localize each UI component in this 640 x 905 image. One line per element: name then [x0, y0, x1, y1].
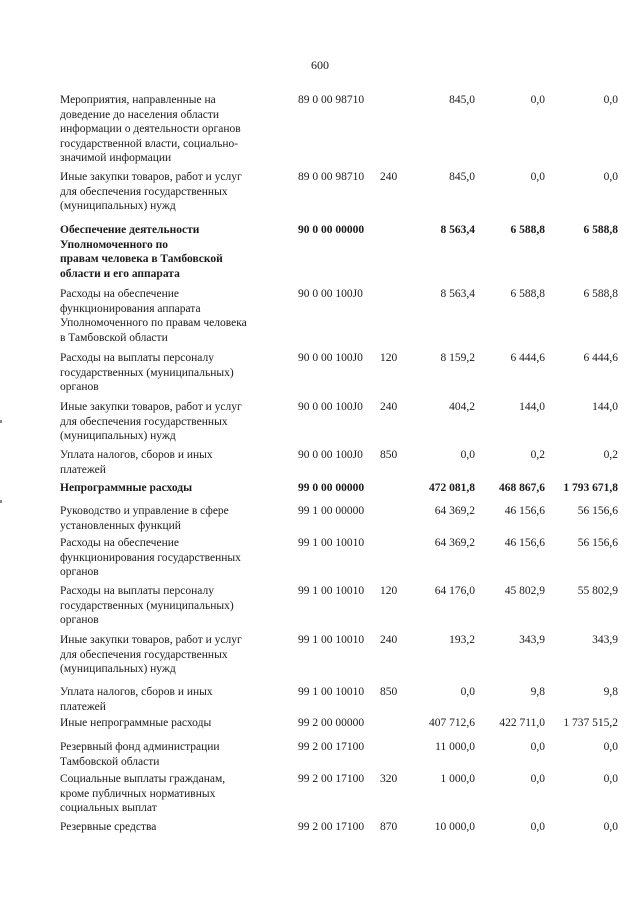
expense-name: Резервный фонд администрации Тамбовской области [60, 741, 220, 768]
amount-year-3: 9,8 [603, 686, 618, 698]
expense-name: Уплата налогов, сборов и иных платежей [60, 449, 213, 476]
amount-year-2: 0,0 [530, 741, 545, 753]
expense-type-code: 240 [380, 171, 398, 183]
amount-year-1: 0,0 [460, 449, 475, 461]
amount-year-2: 9,8 [530, 686, 545, 698]
expense-name: Непрограммные расходы [60, 482, 193, 494]
target-code: 90 0 00 100J0 [298, 449, 363, 461]
amount-year-3: 1 793 671,8 [563, 482, 618, 494]
amount-year-2: 45 802,9 [504, 585, 545, 597]
amount-year-3: 0,0 [603, 773, 618, 785]
expense-name: Руководство и управление в сфере установленных функций [60, 505, 229, 532]
amount-year-2: 6 444,6 [510, 352, 545, 364]
expense-name: Мероприятия, направленные на доведение до населения области информации о деятельности органов государственной власти, социально- значимой информации [60, 94, 241, 165]
expense-type-code: 870 [380, 821, 398, 833]
scan-mark [0, 500, 2, 503]
expense-name: Обеспечение деятельности Уполномоченного по правам человека в Тамбовской области и его аппарата [60, 224, 223, 280]
target-code: 99 1 00 10010 [298, 585, 365, 597]
amount-year-1: 845,0 [449, 94, 475, 106]
amount-year-2: 0,0 [530, 821, 545, 833]
expense-name: Уплата налогов, сборов и иных платежей [60, 686, 213, 713]
expense-type-code: 320 [380, 773, 398, 785]
amount-year-1: 193,2 [449, 634, 475, 646]
amount-year-2: 46 156,6 [504, 537, 545, 549]
target-code: 99 2 00 17100 [298, 741, 365, 753]
target-code: 99 0 00 00000 [298, 482, 365, 494]
expense-type-code: 240 [380, 401, 398, 413]
expense-name: Иные закупки товаров, работ и услуг для обеспечения государственных (муниципальных) нужд [60, 401, 242, 443]
amount-year-1: 407 712,6 [429, 717, 475, 729]
amount-year-3: 1 737 515,2 [563, 717, 618, 729]
expense-name: Расходы на обеспечение функционирования государственных органов [60, 537, 241, 579]
amount-year-3: 144,0 [592, 401, 618, 413]
amount-year-2: 46 156,6 [504, 505, 545, 517]
expense-type-code: 120 [380, 585, 398, 597]
amount-year-3: 6 588,8 [583, 224, 618, 236]
amount-year-2: 144,0 [519, 401, 545, 413]
expense-name: Иные закупки товаров, работ и услуг для обеспечения государственных (муниципальных) нужд [60, 171, 242, 213]
amount-year-1: 8 159,2 [440, 352, 475, 364]
amount-year-3: 0,2 [603, 449, 618, 461]
amount-year-1: 845,0 [449, 171, 475, 183]
amount-year-2: 468 867,6 [499, 482, 545, 494]
amount-year-1: 472 081,8 [429, 482, 475, 494]
amount-year-2: 0,2 [530, 449, 545, 461]
amount-year-2: 0,0 [530, 773, 545, 785]
amount-year-1: 11 000,0 [435, 741, 475, 753]
expense-type-code: 850 [380, 686, 398, 698]
expense-name: Иные закупки товаров, работ и услуг для обеспечения государственных (муниципальных) нужд [60, 634, 242, 676]
target-code: 99 1 00 00000 [298, 505, 365, 517]
target-code: 89 0 00 98710 [298, 171, 365, 183]
amount-year-1: 1 000,0 [440, 773, 475, 785]
amount-year-3: 0,0 [603, 821, 618, 833]
amount-year-2: 343,9 [519, 634, 545, 646]
expense-name: Социальные выплаты гражданам, кроме публичных нормативных социальных выплат [60, 773, 226, 815]
amount-year-2: 0,0 [530, 94, 545, 106]
amount-year-2: 6 588,8 [510, 224, 545, 236]
amount-year-2: 6 588,8 [510, 288, 545, 300]
amount-year-1: 64 369,2 [434, 537, 475, 549]
amount-year-1: 8 563,4 [440, 224, 475, 236]
amount-year-3: 0,0 [603, 171, 618, 183]
amount-year-1: 10 000,0 [434, 821, 475, 833]
amount-year-3: 343,9 [592, 634, 618, 646]
amount-year-3: 56 156,6 [577, 537, 618, 549]
expense-type-code: 850 [380, 449, 398, 461]
amount-year-3: 55 802,9 [577, 585, 618, 597]
amount-year-1: 64 369,2 [434, 505, 475, 517]
target-code: 99 2 00 17100 [298, 773, 365, 785]
expense-name: Расходы на выплаты персоналу государственных (муниципальных) органов [60, 352, 234, 394]
amount-year-1: 64 176,0 [434, 585, 475, 597]
target-code: 90 0 00 100J0 [298, 401, 363, 413]
expense-type-code: 120 [380, 352, 398, 364]
target-code: 90 0 00 00000 [298, 224, 365, 236]
target-code: 99 1 00 10010 [298, 686, 365, 698]
target-code: 90 0 00 100J0 [298, 288, 363, 300]
expense-name: Резервные средства [60, 821, 157, 833]
amount-year-1: 8 563,4 [440, 288, 475, 300]
amount-year-3: 6 444,6 [583, 352, 618, 364]
target-code: 99 2 00 00000 [298, 717, 365, 729]
amount-year-3: 6 588,8 [583, 288, 618, 300]
target-code: 99 2 00 17100 [298, 821, 365, 833]
amount-year-3: 0,0 [603, 741, 618, 753]
page-number: 600 [311, 58, 329, 72]
amount-year-1: 0,0 [460, 686, 475, 698]
amount-year-1: 404,2 [449, 401, 475, 413]
target-code: 90 0 00 100J0 [298, 352, 363, 364]
target-code: 89 0 00 98710 [298, 94, 365, 106]
scan-mark [0, 420, 2, 423]
expense-name: Иные непрограммные расходы [60, 717, 212, 729]
amount-year-3: 56 156,6 [577, 505, 618, 517]
expense-type-code: 240 [380, 634, 398, 646]
expense-name: Расходы на выплаты персоналу государственных (муниципальных) органов [60, 585, 234, 627]
target-code: 99 1 00 10010 [298, 537, 365, 549]
amount-year-2: 0,0 [530, 171, 545, 183]
target-code: 99 1 00 10010 [298, 634, 365, 646]
expense-name: Расходы на обеспечение функционирования аппарата Уполномоченного по правам человека в Тамбовской области [60, 288, 247, 344]
amount-year-2: 422 711,0 [499, 717, 545, 729]
amount-year-3: 0,0 [603, 94, 618, 106]
